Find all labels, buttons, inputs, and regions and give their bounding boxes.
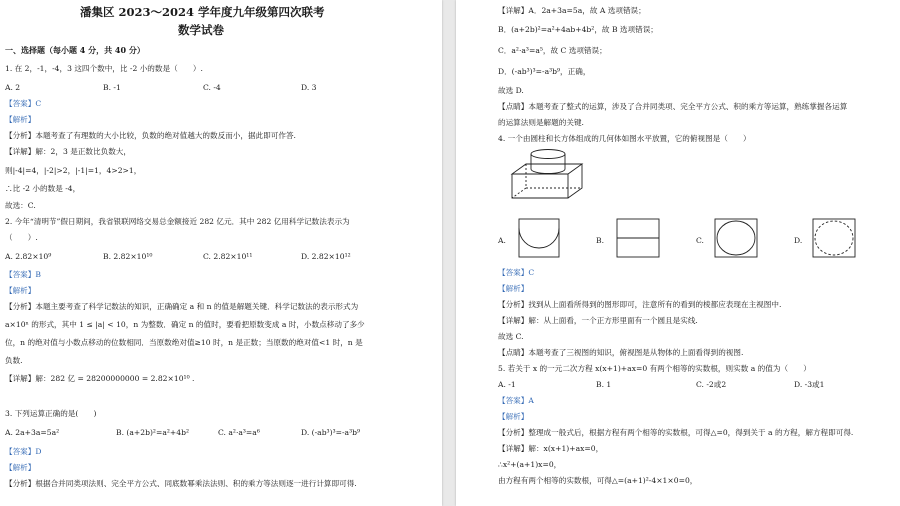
q4-solid-figure: [508, 148, 588, 204]
q4-option-d-figure[interactable]: [812, 218, 856, 258]
q2-jiexi: 【解析】: [5, 286, 36, 295]
q5-option-a: A. -1: [498, 380, 516, 389]
q5-option-d: D. -3或1: [794, 380, 825, 389]
q3-detail-b: B．(a+2b)²=a²+4ab+4b²，故 B 选项错误；: [498, 25, 658, 34]
q4-answer: 【答案】C: [498, 268, 535, 277]
q2-option-b: B. 2.82×10¹⁰: [103, 252, 153, 261]
q1-choice: 故选：C.: [5, 201, 36, 210]
q1-step1: 则|-4|=4，|-2|>2，|-1|=1，4>2>1，: [5, 166, 142, 175]
q2-answer: 【答案】B: [5, 270, 41, 279]
q3-stem: 3. 下列运算正确的是( ): [5, 409, 97, 418]
q3-remark-2: 的运算法则是解题的关键.: [498, 118, 584, 127]
q4-option-c-label: C.: [696, 236, 704, 245]
q1-analysis: 【分析】本题考查了有理数的大小比较，负数的绝对值越大的数反而小，据此即可作答.: [5, 131, 296, 140]
q2-option-d: D. 2.82×10¹²: [301, 252, 351, 261]
q3-option-d: D. (-ab³)³=-a³b⁹: [301, 428, 361, 437]
q5-detail: 【详解】解：x(x+1)+ax=0，: [498, 444, 604, 453]
section-heading: 一、选择题（每小题 4 分，共 40 分）: [5, 45, 145, 55]
q4-analysis: 【分析】找到从上面看所得到的图形即可，注意所有的看到的棱都应表现在主视图中.: [498, 300, 782, 309]
q5-option-b: B. 1: [596, 380, 612, 389]
q1-detail: 【详解】解：2，3 是正数比负数大，: [5, 147, 131, 156]
q5-answer: 【答案】A: [498, 396, 534, 405]
left-page: [0, 0, 442, 506]
q5-analysis: 【分析】整理成一般式后，根据方程有两个相等的实数根，可得△=0，得到关于 a 的方程，解方程即可得.: [498, 428, 854, 437]
q2-stem: 2. 今年“清明节”假日期间，我省银联网络交易总金额接近 282 亿元．其中 282 亿用科学记数法表示为: [5, 217, 350, 226]
q1-option-d: D. 3: [301, 83, 317, 92]
q4-option-d-label: D.: [794, 236, 803, 245]
q1-option-a: A. 2: [5, 83, 21, 92]
q1-option-c: C. -4: [203, 83, 221, 92]
q4-option-c-figure[interactable]: [714, 218, 758, 258]
exam-subtitle: 数学试卷: [178, 23, 224, 37]
right-page: [456, 0, 900, 506]
q5-step1: ∴x²+(a+1)x=0，: [498, 460, 562, 469]
q3-analysis: 【分析】根据合并同类项法则、完全平方公式、同底数幂乘法法则、积的乘方等法则逐一进行计算即可得.: [5, 479, 357, 488]
q4-choice: 故选 C.: [498, 332, 524, 341]
q3-option-a: A. 2a+3a=5a²: [5, 428, 60, 437]
q3-jiexi: 【解析】: [5, 463, 36, 472]
q3-choice: 故选 D.: [498, 86, 524, 95]
q3-detail-a: 【详解】A．2a+3a=5a，故 A 选项错误；: [498, 6, 646, 15]
q5-jiexi: 【解析】: [498, 412, 529, 421]
q5-stem: 5. 若关于 x 的一元二次方程 x(x+1)+ax=0 有两个相等的实数根，则实数 a 的值为（ ）: [498, 364, 811, 373]
q4-option-b-figure[interactable]: [616, 218, 660, 258]
q5-option-c: C. -2或2: [696, 380, 727, 389]
q3-detail-d: D．(-ab³)³=-a³b⁹，正确，: [498, 67, 591, 76]
q3-option-b: B. (a+2b)²=a²+4b²: [116, 428, 189, 437]
exam-title: 潘集区 2023～2024 学年度九年级第四次联考: [80, 5, 325, 19]
q4-stem: 4. 一个由圆柱和长方体组成的几何体如图水平放置，它的俯视图是（ ）: [498, 134, 751, 143]
q3-detail-c: C．a²·a³=a⁵，故 C 选项错误；: [498, 46, 607, 55]
q2-option-a: A. 2.82×10⁹: [5, 252, 52, 261]
q4-jiexi: 【解析】: [498, 284, 529, 293]
q5-step2: 由方程有两个相等的实数根，可得△=(a+1)²-4×1×0=0，: [498, 476, 698, 485]
q4-remark: 【点睛】本题考查了三视图的知识，俯视图是从物体的上面看得到的视图.: [498, 348, 744, 357]
q2-stem-cont: （ ）.: [5, 233, 38, 242]
q2-analysis-1: 【分析】本题主要考查了科学记数法的知识，正确确定 a 和 n 的值是解题关键．科学记数法的表示形式为: [5, 302, 359, 311]
q4-detail: 【详解】解：从上面看，一个正方形里面有一个圆且是实线.: [498, 316, 698, 325]
q2-analysis-3: 位，n 的绝对值与小数点移动的位数相同．当原数绝对值≥10 时，n 是正数；当原数的绝对值<1 时，n 是: [5, 338, 363, 347]
q1-option-b: B. -1: [103, 83, 121, 92]
q4-option-b-label: B.: [596, 236, 604, 245]
q3-remark-1: 【点睛】本题考查了整式的运算，涉及了合并同类项、完全平方公式、积的乘方等运算，熟练掌握各运算: [498, 102, 848, 111]
q4-option-a-figure[interactable]: [518, 218, 560, 258]
q1-jiexi: 【解析】: [5, 115, 36, 124]
q1-answer: 【答案】C: [5, 99, 42, 108]
q2-analysis-4: 负数.: [5, 356, 23, 365]
q2-detail: 【详解】解：282 亿 = 28200000000 = 2.82×10¹⁰ .: [5, 374, 195, 383]
q2-option-c: C. 2.82×10¹¹: [203, 252, 253, 261]
q1-stem: 1. 在 2，-1，-4，3 这四个数中，比 -2 小的数是（ ）.: [5, 64, 203, 73]
q4-option-a-label: A.: [498, 236, 506, 245]
q3-answer: 【答案】D: [5, 447, 42, 456]
q1-step2: ∴比 -2 小的数是 -4，: [5, 184, 81, 193]
q3-option-c: C. a²·a³=a⁶: [218, 428, 260, 437]
q2-analysis-2: a×10ⁿ 的形式，其中 1 ≤ |a| < 10，n 为整数．确定 n 的值时，要看把原数变成 a 时，小数点移动了多少: [5, 320, 365, 329]
